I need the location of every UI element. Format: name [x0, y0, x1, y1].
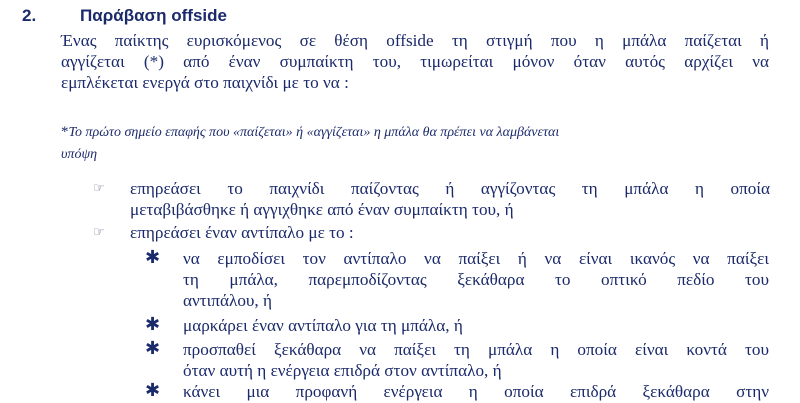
bullet-line: επηρεάσει το παιχνίδι παίζοντας ή αγγίζοντας τη μπάλα η οποία: [130, 179, 770, 198]
footnote: [61, 121, 769, 166]
asterisk-icon: ✱: [145, 247, 161, 268]
section-title: Παράβαση offside: [80, 6, 227, 25]
footnote-line: υπόψη: [61, 147, 98, 162]
pointing-hand-icon: ☞: [93, 181, 105, 196]
sub-bullet-line: αντιπάλου, ή: [183, 291, 273, 310]
asterisk-icon: ✱: [145, 380, 161, 401]
footnote-star: *: [61, 124, 69, 140]
bullet-line: επηρεάσει έναν αντίπαλο με το :: [130, 223, 354, 242]
asterisk-icon: ✱: [145, 338, 161, 359]
bullet-line: μεταβιβάσθηκε ή αγγιχθηκε από έναν συμπαίκτη του, ή: [130, 200, 514, 219]
sub-bullet-line: μαρκάρει έναν αντίπαλο για τη μπάλα, ή: [183, 316, 463, 335]
pointing-hand-icon: ☞: [93, 225, 105, 240]
sub-bullet-line: τη μπάλα, παρεμποδίζοντας ξεκάθαρα το οπτικό πεδίο του: [183, 270, 769, 289]
asterisk-icon: ✱: [145, 314, 161, 335]
intro-paragraph: [61, 30, 769, 93]
sub-bullet-line: κάνει μια προφανή ενέργεια η οποία επιδρά ξεκάθαρα στην: [183, 382, 769, 401]
sub-bullet-line: προσπαθεί ξεκάθαρα να παίξει τη μπάλα η οποία είναι κοντά του: [183, 340, 769, 359]
intro-line: Ένας παίκτης ευρισκόμενος σε θέση offside τη στιγμή που η μπάλα παίζεται ή: [61, 31, 769, 50]
sub-bullet-line: να εμποδίσει τον αντίπαλο να παίξει ή να είναι ικανός να παίξει: [183, 249, 769, 268]
section-number: 2.: [22, 6, 37, 25]
intro-line: εμπλέκεται ενεργά στο παιχνίδι με το να :: [61, 73, 349, 92]
footnote-line: Το πρώτο σημείο επαφής που «παίζεται» ή «αγγίζεται» η μπάλα θα πρέπει να λαμβάνεται: [68, 125, 560, 140]
section-heading: [22, 6, 227, 26]
sub-bullet-line: όταν αυτή η ενέργεια επιδρά στον αντίπαλο, ή: [183, 361, 502, 380]
intro-line: αγγίζεται (*) από έναν συμπαίκτη του, τιμωρείται μόνον όταν αυτός αρχίζει να: [61, 52, 769, 71]
